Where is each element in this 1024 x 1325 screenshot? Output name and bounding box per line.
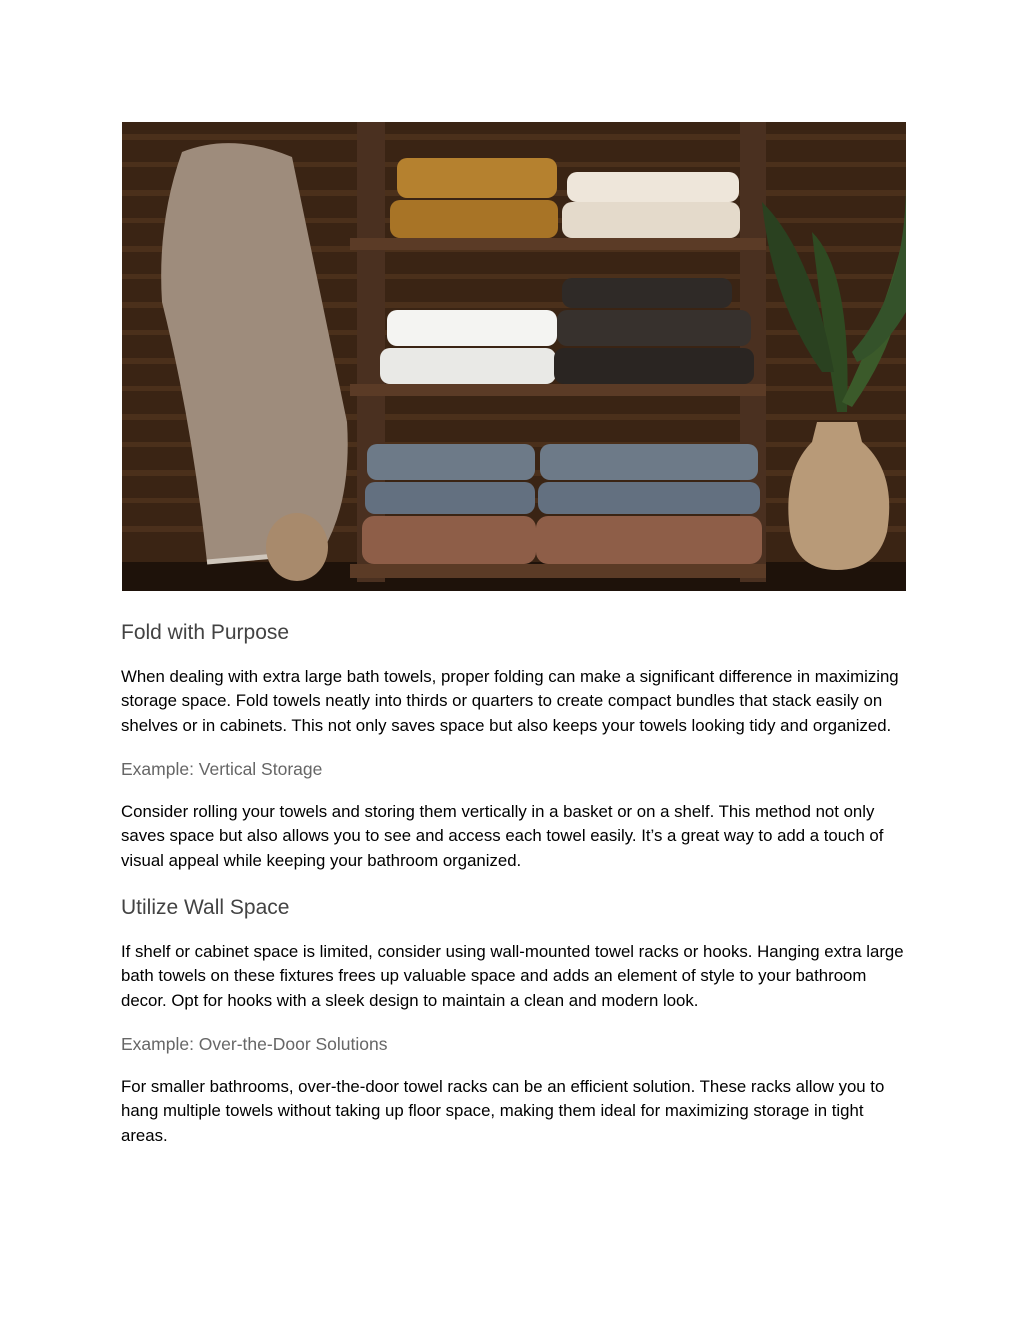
towels-bottom-shelf [362, 444, 762, 564]
heading-fold-with-purpose: Fold with Purpose [121, 621, 290, 644]
stone [266, 513, 328, 581]
paragraph-fold-with-purpose: When dealing with extra large bath towels, proper folding can make a significant difference in maximizing storage space. Fold towels neatly into thirds or quarters to create compact bundles that stack easily on shelves or in cabinets. This not only saves space but also keeps your towels looking tidy and organized. [121, 667, 899, 735]
article-content [121, 616, 911, 1148]
heading-utilize-wall-space: Utilize Wall Space [121, 895, 290, 919]
paragraph-utilize-wall-space: If shelf or cabinet space is limited, consider using wall-mounted towel racks or hooks. Hanging extra large bath towels on these fixtures frees up valuable space and adds an element of style to your bathroom decor. Opt for hooks with a sleek design to maintain a clean and modern look. [121, 942, 904, 1010]
paragraph-example-vertical-storage: Consider rolling your towels and storing them vertically in a basket or on a shelf. This method not only saves space but also allows you to see and access each towel easily. It’s a great way to add a touch of visual appeal while keeping your bathroom organized. [121, 802, 884, 870]
heading-example-over-the-door: Example: Over-the-Door Solutions [121, 1034, 388, 1055]
towel-shelf-illustration [122, 122, 906, 591]
heading-example-vertical-storage: Example: Vertical Storage [121, 759, 323, 780]
towel-shelf-image [122, 122, 906, 591]
paragraph-example-over-the-door: For smaller bathrooms, over-the-door towel racks can be an efficient solution. These racks allow you to hang multiple towels without taking up floor space, making them ideal for maximizing storage in tight areas. [121, 1077, 885, 1145]
